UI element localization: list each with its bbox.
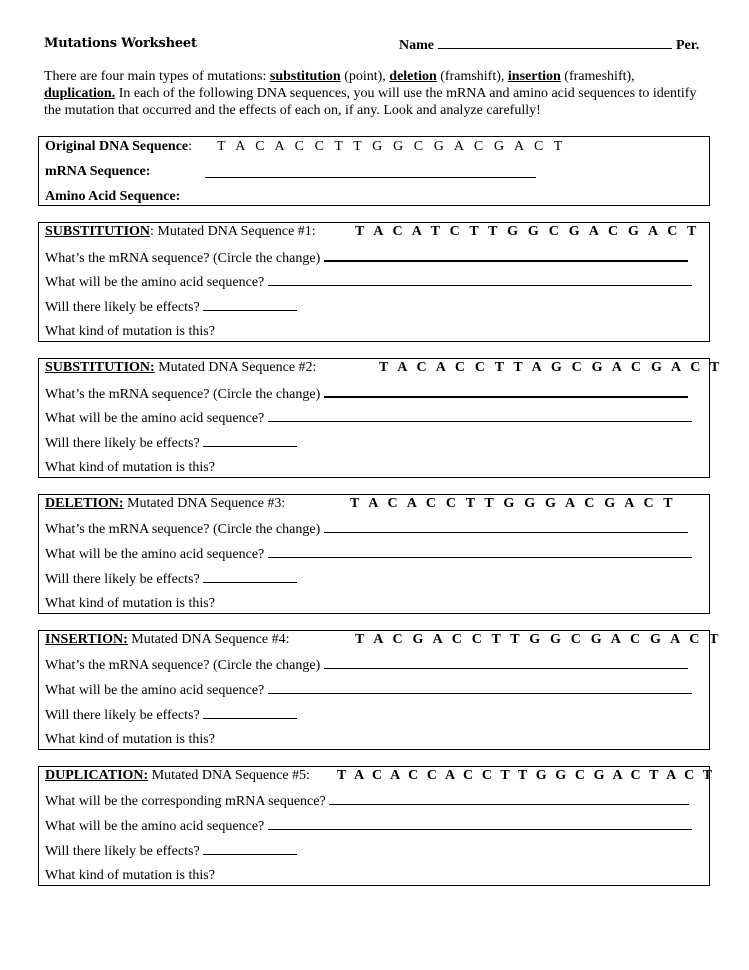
mrna-question-row [45,792,689,810]
mutation-kind-row [45,323,215,341]
section-header-row [45,359,723,377]
effects-question-row [45,570,297,588]
section-type-label: INSERTION: [45,632,128,647]
effects-question-row [45,434,297,452]
amino-question: What will be the amino acid sequence? [45,275,265,290]
name-label: Name [399,38,434,53]
mutated-dna-sequence: T A C A T C T T G G C G A C G A C T [355,224,700,239]
section-sequence-label: Mutated DNA Sequence #4: [127,632,290,647]
amino-answer-blank[interactable] [268,817,692,830]
section-header-row [45,631,722,649]
insertion-box [38,630,722,750]
mutated-dna-sequence: T A C G A C C T T G G C G A C G A C T [355,632,722,647]
amino-question: What will be the amino acid sequence? [45,819,265,834]
original-amino-row [45,188,180,206]
intro-text: (framshift), [436,69,508,84]
mrna-question: What’s the mRNA sequence? (Circle the change) [45,387,321,402]
mrna-question-row [45,656,688,674]
section-sequence-label: Mutated DNA Sequence #5: [148,768,310,783]
amino-question-row [45,545,692,563]
effects-answer-blank[interactable] [203,434,297,447]
mrna-question: What’s the mRNA sequence? (Circle the change) [45,522,321,537]
original-dna-colon: : [188,139,193,154]
original-sequence-box [38,136,710,206]
mrna-answer-blank[interactable] [324,384,688,398]
section-type-label: DELETION: [45,496,124,511]
mrna-answer-blank[interactable] [329,792,689,805]
mutation-kind-row [45,459,215,477]
substitution-1-box [38,222,710,342]
effects-question: Will there likely be effects? [45,436,200,451]
intro-text: There are four main types of mutations: [44,69,270,84]
amino-question-row [45,273,692,291]
amino-question-row [45,681,692,699]
amino-answer-blank[interactable] [268,681,692,694]
section-sequence-label: : Mutated DNA Sequence #1: [150,224,316,239]
duplication-box [38,766,715,886]
section-header-row [45,223,700,241]
effects-question-row [45,706,297,724]
effects-question: Will there likely be effects? [45,844,200,859]
amino-answer-blank[interactable] [268,409,692,422]
worksheet-title: Mutations Worksheet [44,36,197,51]
amino-question: What will be the amino acid sequence? [45,683,265,698]
mutation-kind-question: What kind of mutation is this? [45,868,215,883]
mrna-question-row [45,520,688,538]
original-dna-row [45,138,566,156]
amino-question: What will be the amino acid sequence? [45,547,265,562]
section-header-row [45,495,676,513]
name-blank[interactable] [438,36,672,49]
mutated-dna-sequence: T A C A C C T T G G G A C G A C T [350,496,676,511]
intro-text: In each of the following DNA sequences, you will use the mRNA and amino acid sequences to identify the mutation that occurred and the effects of each on, if any. Look and analyze carefully! [44,86,697,118]
term-insertion: insertion [507,69,561,84]
mutation-kind-question: What kind of mutation is this? [45,596,215,611]
substitution-2-box [38,358,723,478]
mrna-answer-blank[interactable] [324,656,688,669]
effects-answer-blank[interactable] [203,570,297,583]
amino-question: What will be the amino acid sequence? [45,411,265,426]
mutation-kind-question: What kind of mutation is this? [45,324,215,339]
deletion-box [38,494,710,614]
section-header-row [45,767,715,785]
original-dna-label: Original DNA Sequence [45,139,189,154]
intro-text: (point), [340,69,390,84]
effects-question: Will there likely be effects? [45,300,200,315]
original-amino-label: Amino Acid Sequence: [45,189,181,204]
original-mrna-row [45,163,150,181]
mrna-question-row [45,248,688,266]
instructions-paragraph [44,68,704,119]
amino-answer-blank[interactable] [268,545,692,558]
section-sequence-label: Mutated DNA Sequence #2: [154,360,317,375]
effects-question: Will there likely be effects? [45,708,200,723]
mrna-question-row [45,384,688,402]
section-type-label: SUBSTITUTION: [45,360,155,375]
section-sequence-label: Mutated DNA Sequence #3: [123,496,286,511]
mutated-dna-sequence: T A C A C C A C C T T G G C G A C T A C T [337,768,715,783]
mutation-kind-question: What kind of mutation is this? [45,732,215,747]
mutated-dna-sequence: T A C A C C T T A G C G A C G A C T [379,360,723,375]
name-field-block [399,36,699,54]
mutation-kind-row [45,731,215,749]
original-dna-sequence: T A C A C C T T G G C G A C G A C T [217,139,566,154]
intro-text: (frameshift), [560,69,635,84]
period-label: Per. [676,38,700,53]
effects-question-row [45,842,297,860]
effects-question: Will there likely be effects? [45,572,200,587]
original-mrna-label: mRNA Sequence: [45,164,151,179]
original-mrna-blank[interactable] [205,165,536,178]
amino-question-row [45,817,692,835]
amino-question-row [45,409,692,427]
mrna-answer-blank[interactable] [324,248,688,262]
mrna-question: What’s the mRNA sequence? (Circle the change) [45,658,321,673]
section-type-label: DUPLICATION: [45,768,149,783]
mrna-answer-blank[interactable] [324,520,688,533]
mrna-question: What will be the corresponding mRNA sequence? [45,794,326,809]
mutation-kind-row [45,867,215,885]
term-deletion: deletion [389,69,437,84]
mrna-question: What’s the mRNA sequence? (Circle the change) [45,251,321,266]
effects-answer-blank[interactable] [203,706,297,719]
mutation-kind-question: What kind of mutation is this? [45,460,215,475]
effects-answer-blank[interactable] [203,298,297,311]
effects-answer-blank[interactable] [203,842,297,855]
worksheet-header [44,36,706,56]
section-type-label: SUBSTITUTION [45,224,151,239]
term-substitution: substitution [269,69,341,84]
term-duplication: duplication. [44,86,116,101]
effects-question-row [45,298,297,316]
amino-answer-blank[interactable] [268,273,692,286]
mutation-kind-row [45,595,215,613]
